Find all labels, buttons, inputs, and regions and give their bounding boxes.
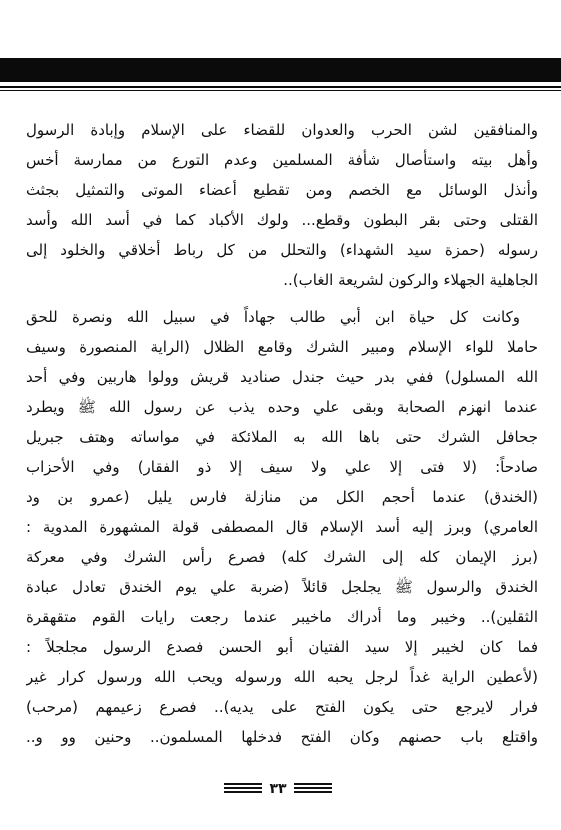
page-number: ٣٣ [269, 781, 287, 797]
text-line: (برز الإيمان كله إلى الشرك كله) فصرع رأس الشرك وفي معركة [26, 548, 538, 566]
page-footer [0, 779, 561, 799]
text-line: الله المسلول) ففي بدر حيث جندل صناديد قريش وولوا هاربين وفي أحد [26, 368, 538, 386]
page-body [26, 115, 538, 752]
header-bar [0, 58, 561, 82]
text-line: فرار لايرجع حتى يكون الفتح على يديه).. فصرع زعيمهم (مرحب) [26, 698, 538, 716]
text-line: (لأعطين الراية غداً لرجل يحبه الله ورسوله ويحب الله ورسول كرار غير [26, 668, 538, 686]
text-line: وكانت كل حياة ابن أبي طالب جهاداً في سبيل الله ونصرة للحق [26, 308, 520, 326]
text-line: وأهل بيته واستأصال شأفة المسلمين وعدم التورع من ممارسة أخس [26, 151, 538, 169]
footer-ornament-right [294, 783, 332, 795]
paragraph-1 [26, 115, 538, 295]
header-rule [0, 86, 561, 88]
text-line: فما كان لخيبر إلا سيد الفتيان أبو الحسن فصدع الرسول مجلجلاً : [26, 638, 538, 656]
text-line: الثقلين).. وخيبر وما أدراك ماخيبر عندما رجعت رايات القوم متقهقرة [26, 608, 538, 626]
text-line: حاملا للواء الإسلام ومبير الشرك وقامع الظلال (الراية المنصورة وسيف [26, 338, 538, 356]
footer-ornament-left [224, 783, 262, 795]
text-line: جحافل الشرك حتى باها الله به الملائكة في مواساته وهتف جبريل [26, 428, 538, 446]
text-line: رسوله (حمزة سيد الشهداء) والتحلل من كل رباط أخلاقي والخلود إلى [26, 241, 538, 259]
text-line: (الخندق) عندما أحجم الكل من منازلة فارس يليل (عمرو بن ود [26, 488, 538, 506]
text-line: القتلى وحتى بقر البطون وقطع... ولوك الأكباد كما في أسد الله وأسد [26, 211, 538, 229]
text-line: الخندق والرسول ﷺ يجلجل قائلاً (ضربة علي يوم الخندق تعادل عبادة [26, 578, 538, 596]
text-line-last: واقتلع باب حصنهم وكان الفتح فدخلها المسلمون.. وحنين وو و.. [26, 728, 538, 746]
paragraph-2 [26, 302, 538, 752]
text-line: والمنافقين لشن الحرب والعدوان للقضاء على الإسلام وإبادة الرسول [26, 121, 538, 139]
text-line: وأنذل الوسائل مع الخصم ومن تقطيع أعضاء الموتى والتمثيل بجثث [26, 181, 538, 199]
text-line: العامري) وبرز إليه أسد الإسلام قال المصطفى قولة المشهورة المدوية : [26, 518, 538, 536]
text-line-last: الجاهلية الجهلاء والركون لشريعة الغاب).. [283, 271, 538, 289]
text-line: عندما انهزم الصحابة وبقى علي وحده يذب عن رسول الله ﷺ ويطرد [26, 398, 538, 416]
text-line: صادحاً: (لا فتى إلا علي ولا سيف إلا ذو الفقار) وفي الأحزاب [26, 458, 538, 476]
header-rule-thin [0, 90, 561, 91]
